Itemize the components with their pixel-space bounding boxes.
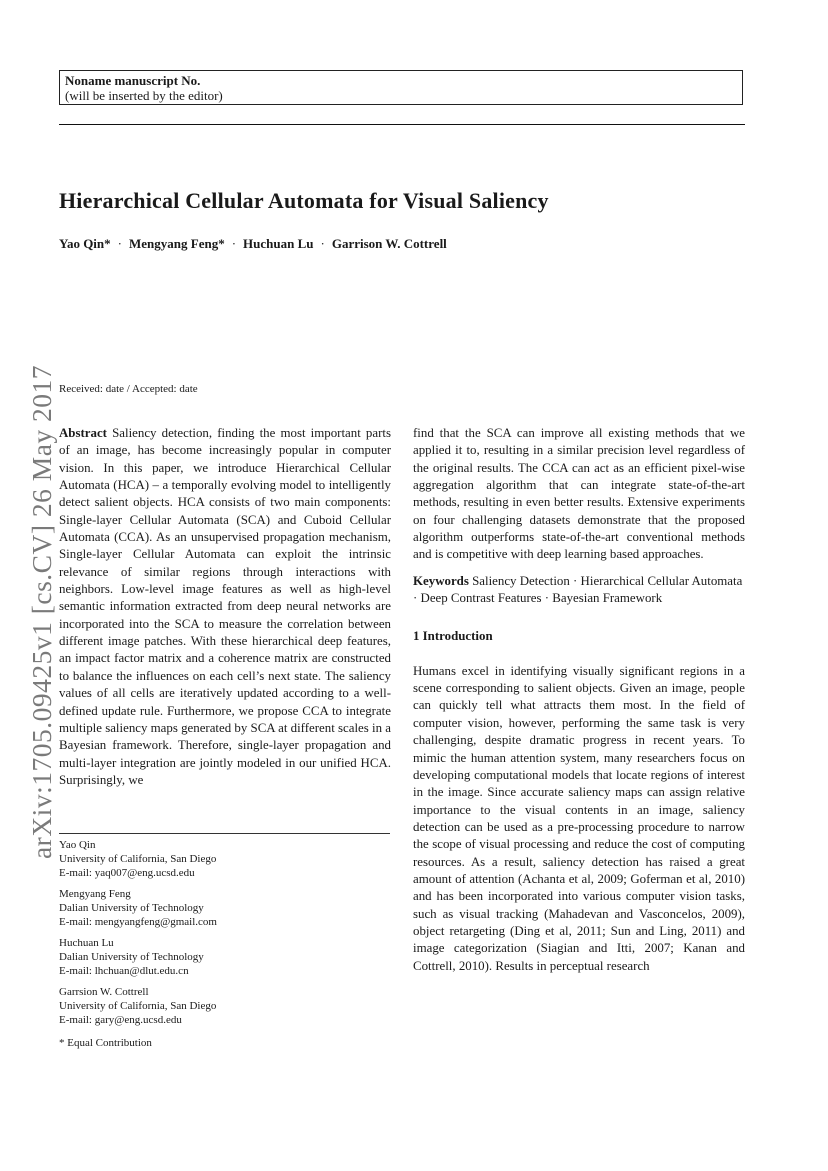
left-column <box>59 425 391 789</box>
affiliation-email: E-mail: lhchuan@dlut.edu.cn <box>59 965 189 977</box>
affiliation-email: E-mail: yaq007@eng.ucsd.edu <box>59 867 195 879</box>
manuscript-number-label: Noname manuscript No. <box>65 73 201 88</box>
author-separator: · <box>231 236 237 251</box>
author-separator: · <box>320 236 325 251</box>
affiliation-institution: Dalian University of Technology <box>59 951 204 963</box>
affiliation-name: Huchuan Lu <box>59 937 114 949</box>
abstract-label: Abstract <box>59 426 107 440</box>
abstract-text-left: Saliency detection, finding the most important parts of an image, has become increasingly popular in computer vision. In this paper, we introduce Hierarchical Cellular Automata (HCA) – a temporally evolving model to intelligently detect salient objects. HCA consists of two main components: Single-layer Cellular Automata (SCA) and Cuboid Cellular Automata (CCA). As an unsupervised propagation mechanism, Single-layer Cellular Automata can exploit the intrinsic relevance of similar regions through interactions with neighbors. Low-level image features as well as high-level semantic information extracted from deep neural networks are incorporated into the SCA to measure the correlation between different image patches. With these hierarchical deep features, an impact factor matrix and a coherence matrix are constructed to balance the influences on each cell’s next state. The saliency values of all cells are iteratively updated according to a well-defined update rule. Furthermore, we propose CCA to integrate multiple saliency maps generated by SCA at different scales in a Bayesian framework. Therefore, single-layer propagation and multi-layer integration are jointly modeled in our unified HCA. Surprisingly, we <box>59 426 391 787</box>
affiliation-institution: University of California, San Diego <box>59 1000 217 1012</box>
header-rule <box>59 124 745 125</box>
affiliation-name: Yao Qin <box>59 839 96 851</box>
affiliations-footnote <box>59 838 391 1050</box>
affiliation-entry <box>59 887 391 929</box>
author-name: Garrison W. Cottrell <box>331 236 447 251</box>
footnote-rule <box>59 833 390 834</box>
author-name: Mengyang Feng* <box>129 236 225 251</box>
arxiv-identifier: arXiv:1705.09425v1 [cs.CV] 26 May 2017 <box>26 364 57 860</box>
right-column <box>413 425 745 975</box>
introduction-paragraph: Humans excel in identifying visually significant regions in a scene corresponding to salient objects. Given an image, people can quickly tell what attracts them most. In the field of computer vision, however, performing the same task is very challenging, despite dramatic progress in recent years. To mimic the human attention system, many researchers focus on developing computational models that locate regions of interest in the image. Since accurate saliency maps can assign relative importance to the visual contents in an image, saliency detection can be used as a pre-processing procedure to narrow the scope of visual processing and reduce the cost of computing resources. As a result, saliency detection has raised a great amount of attention (Achanta et al, 2009; Goferman et al, 2010) and has been incorporated into various computer vision tasks, such as visual tracking (Mahadevan and Vasconcelos, 2009), object retargeting (Ding et al, 2011; Sun and Ling, 2011) and image categorization (Siagian and Itti, 2007; Kanan and Cottrell, 2010). Results in perceptual research <box>413 663 745 973</box>
editor-note: (will be inserted by the editor) <box>65 88 223 103</box>
author-separator: · <box>117 236 122 251</box>
paper-title: Hierarchical Cellular Automata for Visual Saliency <box>59 188 549 213</box>
equal-contribution-note: * Equal Contribution <box>59 1037 152 1049</box>
received-date: Received: date / Accepted: date <box>59 383 198 395</box>
author-list <box>59 236 749 252</box>
affiliation-entry <box>59 838 391 880</box>
affiliation-name: Garrsion W. Cottrell <box>59 986 149 998</box>
author-name: Huchuan Lu <box>243 236 314 251</box>
abstract-paragraph <box>59 425 391 789</box>
keywords-text: Saliency Detection · Hierarchical Cellular Automata · Deep Contrast Features · Bayesian Framework <box>413 573 743 606</box>
manuscript-header-box <box>59 70 743 105</box>
section-heading-introduction: 1 Introduction <box>413 629 493 644</box>
affiliation-email: E-mail: gary@eng.ucsd.edu <box>59 1014 182 1026</box>
keywords-label: Keywords <box>413 573 469 588</box>
affiliation-institution: Dalian University of Technology <box>59 902 204 914</box>
abstract-continuation: find that the SCA can improve all existing methods that we applied it to, resulting in a similar precision level regardless of the original results. The CCA can act as an efficient pixel-wise aggregation algorithm that can integrate state-of-the-art methods, resulting in even better results. Extensive experiments on four challenging datasets demonstrate that the proposed algorithm outperforms state-of-the-art conventional methods and is competitive with deep learning based approaches. <box>413 426 745 562</box>
affiliation-email: E-mail: mengyangfeng@gmail.com <box>59 916 217 928</box>
affiliation-entry <box>59 985 391 1027</box>
affiliation-institution: University of California, San Diego <box>59 853 217 865</box>
keywords-paragraph <box>413 573 745 608</box>
affiliation-entry <box>59 936 391 978</box>
author-name: Yao Qin* <box>59 236 111 251</box>
affiliation-name: Mengyang Feng <box>59 888 131 900</box>
